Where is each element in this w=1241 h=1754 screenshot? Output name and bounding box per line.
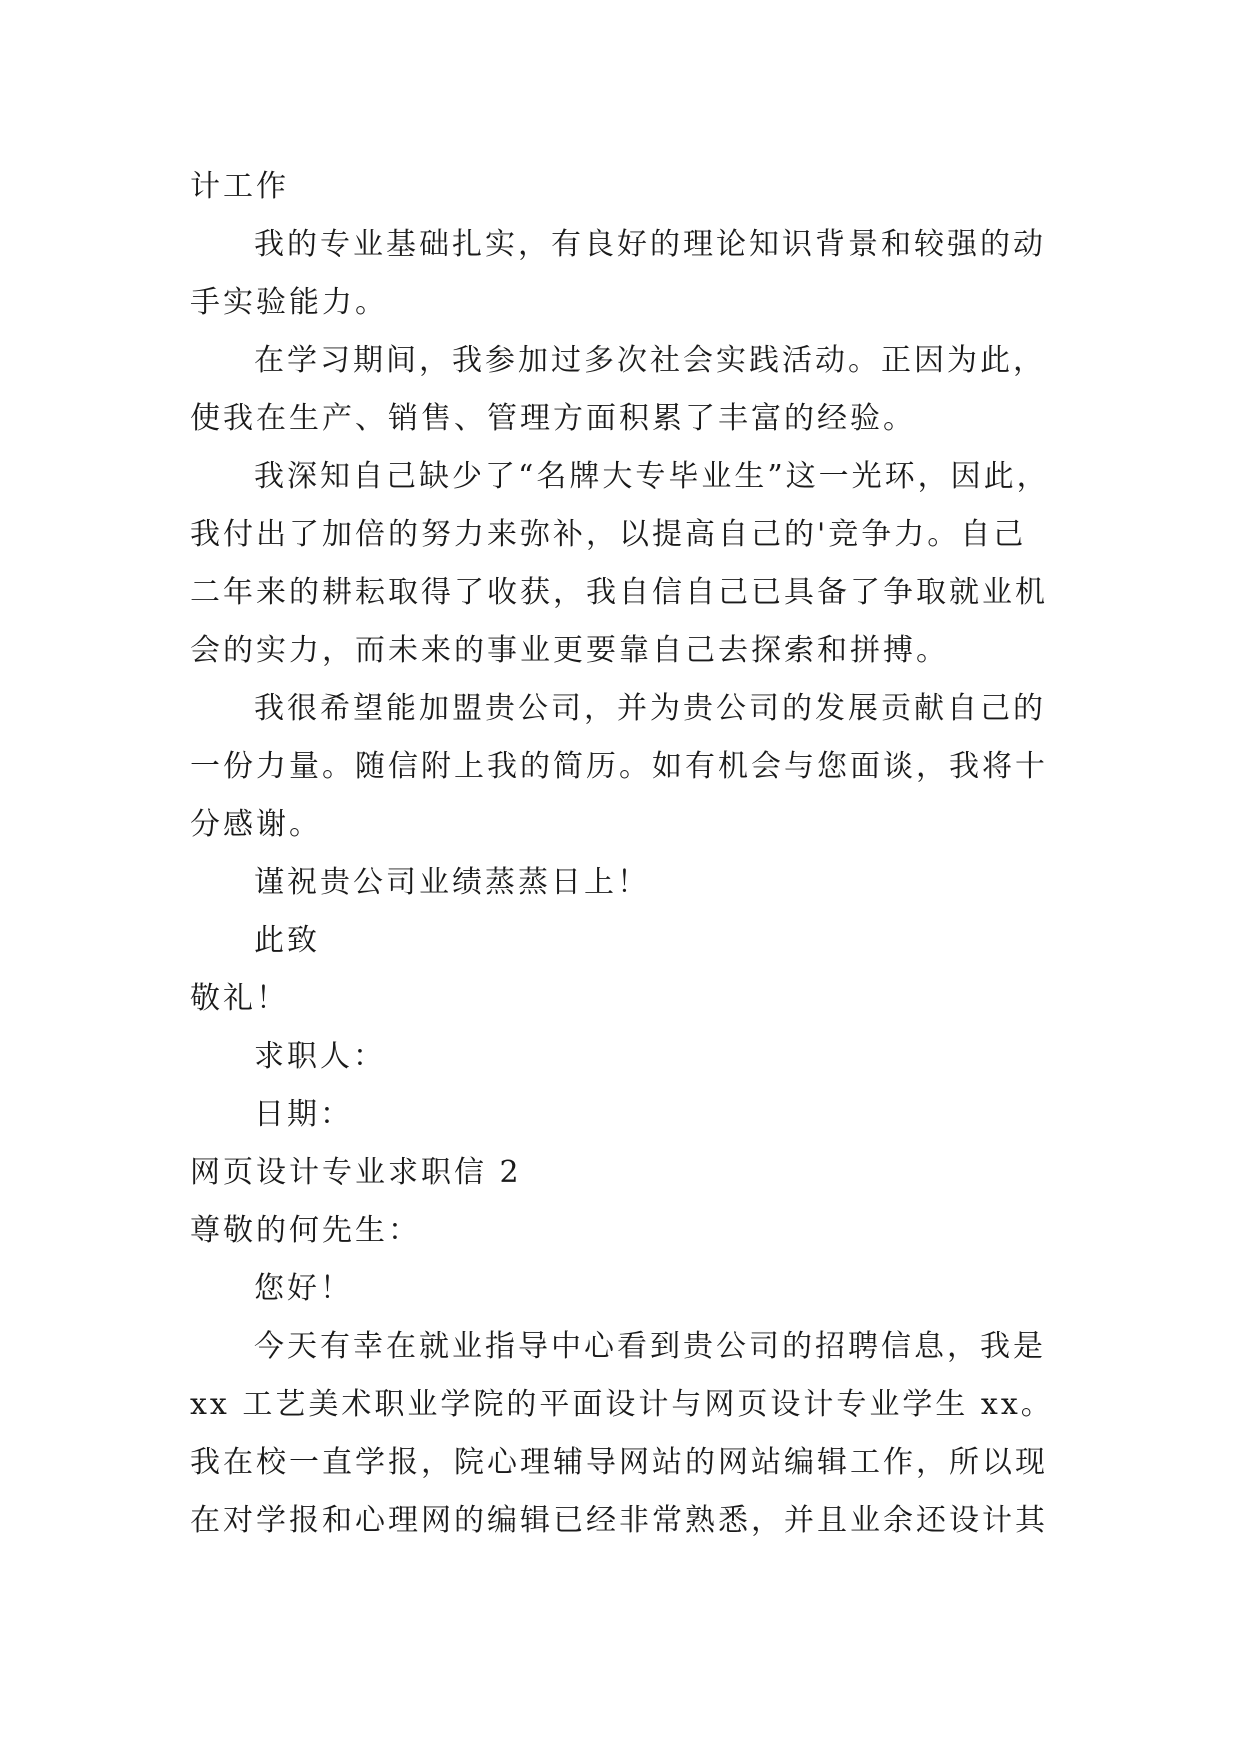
text-line: 分感谢。 bbox=[190, 807, 322, 842]
text-line: 在对学报和心理网的编辑已经非常熟悉，并且业余还设计其 bbox=[190, 1503, 1048, 1538]
greeting-recipient: 尊敬的何先生： bbox=[190, 1213, 421, 1248]
text-line: 今天有幸在就业指导中心看到贵公司的招聘信息，我是 bbox=[254, 1329, 1046, 1364]
text-line: 手实验能力。 bbox=[190, 285, 388, 320]
text-line: 我的专业基础扎实，有良好的理论知识背景和较强的动 bbox=[254, 227, 1046, 262]
section-title: 网页设计专业求职信 2 bbox=[190, 1155, 522, 1190]
text-line: 我深知自己缺少了“名牌大专毕业生”这一光环，因此， bbox=[254, 459, 1050, 494]
letter-body bbox=[190, 158, 1070, 1550]
date-label: 日期： bbox=[254, 1097, 353, 1132]
text-line: 二年来的耕耘取得了收获，我自信自己已具备了争取就业机 bbox=[190, 575, 1048, 610]
applicant-label: 求职人： bbox=[254, 1039, 386, 1074]
text-line: xx 工艺美术职业学院的平面设计与网页设计专业学生 xx。 bbox=[190, 1387, 1054, 1422]
closing-wish: 谨祝贵公司业绩蒸蒸日上！ bbox=[254, 865, 650, 900]
greeting-hello: 您好！ bbox=[254, 1271, 353, 1306]
text-line: 使我在生产、销售、管理方面积累了丰富的经验。 bbox=[190, 401, 916, 436]
text-line: 一份力量。随信附上我的简历。如有机会与您面谈，我将十 bbox=[190, 749, 1048, 784]
text-line: 我在校一直学报，院心理辅导网站的网站编辑工作，所以现 bbox=[190, 1445, 1048, 1480]
closing-regards: 敬礼！ bbox=[190, 981, 289, 1016]
text-line: 我付出了加倍的努力来弥补，以提高自己的'竞争力。自己 bbox=[190, 517, 1027, 552]
text-line: 会的实力，而未来的事业更要靠自己去探索和拼搏。 bbox=[190, 633, 949, 668]
closing-salutation: 此致 bbox=[254, 923, 320, 958]
text-line: 计工作 bbox=[190, 169, 289, 204]
text-line: 在学习期间，我参加过多次社会实践活动。正因为此， bbox=[254, 343, 1046, 378]
text-line: 我很希望能加盟贵公司，并为贵公司的发展贡献自己的 bbox=[254, 691, 1046, 726]
